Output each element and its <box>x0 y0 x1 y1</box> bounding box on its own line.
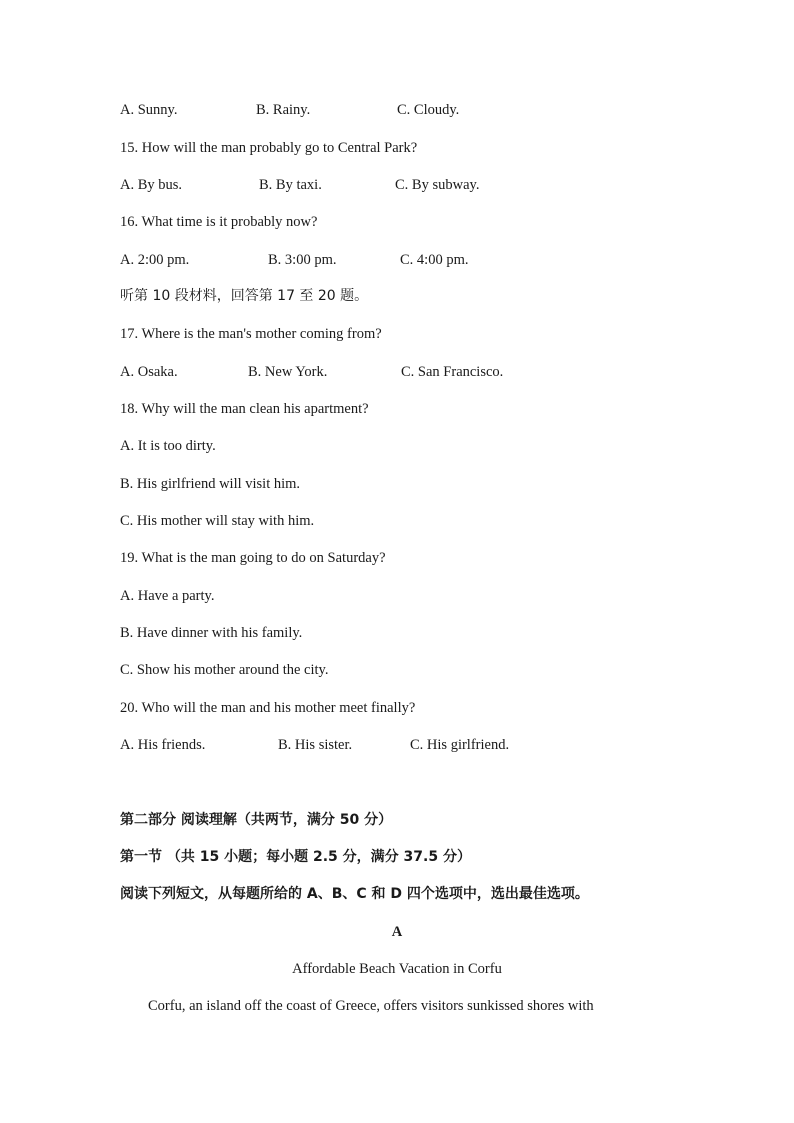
passage-letter: A <box>391 924 403 940</box>
q15-question: 15. How will the man probably go to Central Park? <box>120 140 418 156</box>
passage-first-line: Corfu, an island off the coast of Greece, offers visitors sunkissed shores with <box>148 998 594 1014</box>
section-10-instruction: 听第 10 段材料，回答第 17 至 20 题。 <box>120 288 369 304</box>
q20-option-b: B. His sister. <box>278 737 353 753</box>
q19-question: 19. What is the man going to do on Saturday? <box>120 550 386 566</box>
q20-question: 20. Who will the man and his mother meet finally? <box>120 700 416 716</box>
q18-option-b: B. His girlfriend will visit him. <box>120 476 301 492</box>
q16-option-b: B. 3:00 pm. <box>268 252 337 268</box>
q16-question: 16. What time is it probably now? <box>120 214 318 230</box>
part-2-section-1: 第一节 （共 15 小题；每小题 2.5 分，满分 37.5 分） <box>120 849 471 865</box>
part-2-instruction: 阅读下列短文，从每题所给的 A、B、C 和 D 四个选项中，选出最佳选项。 <box>120 886 589 902</box>
q19-option-b: B. Have dinner with his family. <box>120 625 303 641</box>
q15-option-a: A. By bus. <box>120 177 183 193</box>
q19-option-a: A. Have a party. <box>120 588 215 604</box>
q18-option-c: C. His mother will stay with him. <box>120 513 315 529</box>
q17-option-c: C. San Francisco. <box>401 364 504 380</box>
q17-option-b: B. New York. <box>248 364 328 380</box>
q20-option-a: A. His friends. <box>120 737 206 753</box>
passage-title: Affordable Beach Vacation in Corfu <box>292 961 502 977</box>
q14-option-a: A. Sunny. <box>120 102 178 118</box>
q18-question: 18. Why will the man clean his apartment? <box>120 401 369 417</box>
q15-option-c: C. By subway. <box>395 177 480 193</box>
q14-option-b: B. Rainy. <box>256 102 311 118</box>
q15-option-b: B. By taxi. <box>259 177 322 193</box>
q16-option-c: C. 4:00 pm. <box>400 252 469 268</box>
q19-option-c: C. Show his mother around the city. <box>120 662 329 678</box>
q14-option-c: C. Cloudy. <box>397 102 460 118</box>
q18-option-a: A. It is too dirty. <box>120 438 216 454</box>
q17-question: 17. Where is the man's mother coming from? <box>120 326 382 342</box>
part-2-heading: 第二部分 阅读理解（共两节，满分 50 分） <box>120 812 393 828</box>
q20-option-c: C. His girlfriend. <box>410 737 510 753</box>
q16-option-a: A. 2:00 pm. <box>120 252 190 268</box>
q17-option-a: A. Osaka. <box>120 364 178 380</box>
